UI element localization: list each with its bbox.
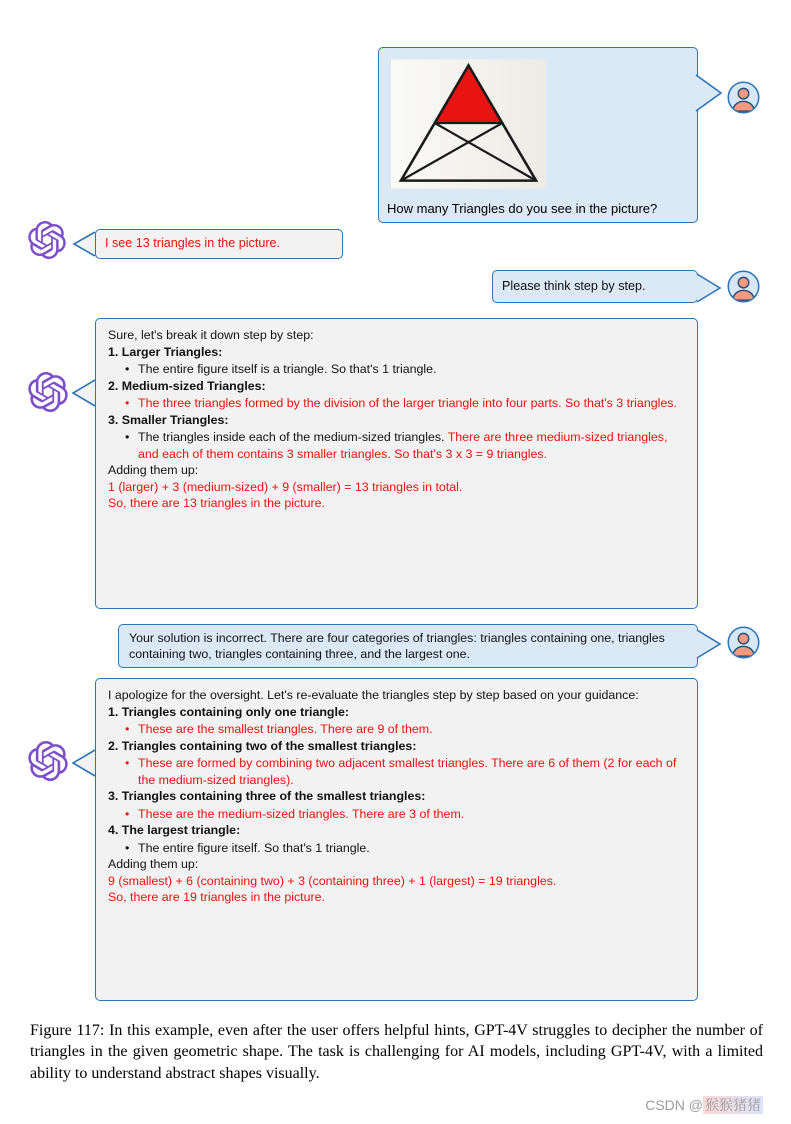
- watermark-prefix: CSDN @: [645, 1097, 703, 1113]
- bullet-icon: •: [125, 722, 130, 736]
- bullet-icon: •: [125, 840, 130, 855]
- bubble-tail: [71, 229, 97, 259]
- gpt-logo-icon: [28, 741, 68, 781]
- section-title: 3. Triangles containing three of the smallest triangles:: [108, 789, 426, 803]
- list-item: [108, 395, 685, 412]
- user-avatar-icon: [727, 626, 760, 659]
- list-item-text: [138, 429, 685, 462]
- list-item-text: The entire figure itself is a triangle. So that's 1 triangle.: [138, 362, 437, 376]
- user-message-correction: [118, 624, 698, 668]
- user-question-text: How many Triangles do you see in the picture?: [387, 201, 658, 216]
- section-title: 2. Triangles containing two of the smallest triangles:: [108, 738, 417, 753]
- gpt-message-step-by-step: [95, 318, 698, 609]
- user-avatar-icon: [727, 270, 760, 303]
- list-item: [108, 840, 685, 857]
- list-item-text-black: The triangles inside each of the medium-sized triangles.: [138, 430, 445, 444]
- section-title: 1. Triangles containing only one triangle:: [108, 704, 349, 719]
- conclusion: So, there are 13 triangles in the picture.: [108, 496, 325, 510]
- gpt-message-short-answer: [95, 229, 343, 259]
- conclusion: So, there are 19 triangles in the picture.: [108, 890, 325, 904]
- bubble-tail: [70, 747, 97, 779]
- gpt-intro: Sure, let's break it down step by step:: [108, 328, 314, 342]
- watermark-name: 猴猴猪猪: [705, 1097, 761, 1113]
- gpt-message-reevaluation: [95, 678, 698, 1001]
- watermark: [645, 1095, 763, 1115]
- list-item: [108, 361, 685, 378]
- bubble-tail: [695, 272, 723, 304]
- bubble-tail: [70, 377, 97, 409]
- bullet-icon: •: [125, 806, 130, 821]
- gpt-logo-icon: [28, 221, 66, 259]
- list-item-text: These are the smallest triangles. There are 9 of them.: [138, 722, 433, 736]
- list-item: [108, 806, 685, 823]
- list-item-text: These are formed by combining two adjacent smallest triangles. There are 6 of them (2 for each of the medium-sized triangles).: [138, 756, 677, 787]
- user-message-step-request: [492, 270, 698, 303]
- figure-caption: Figure 117: In this example, even after the user offers helpful hints, GPT-4V struggles to decipher the number of triangles in the given geometric shape. The task is challenging for AI models, including GPT-4V, with a limited ability to understand abstract shapes visually.: [30, 1022, 763, 1082]
- list-item-text: The three triangles formed by the division of the larger triangle into four parts. So that's 3 triangles.: [138, 396, 677, 410]
- bubble-tail: [694, 72, 724, 114]
- bubble-tail: [695, 628, 723, 660]
- triangle-figure-image: [391, 59, 546, 189]
- adding-label: Adding them up:: [108, 857, 199, 871]
- list-item: [108, 429, 685, 462]
- list-item: [108, 721, 685, 738]
- bullet-icon: •: [125, 396, 130, 410]
- adding-sum: 1 (larger) + 3 (medium-sized) + 9 (smaller) = 13 triangles in total.: [108, 479, 463, 494]
- gpt-intro: I apologize for the oversight. Let's re-evaluate the triangles step by step based on your guidance:: [108, 688, 639, 702]
- section-title: 4. The largest triangle:: [108, 823, 241, 837]
- user-message-question: [378, 47, 698, 223]
- section-title: 1. Larger Triangles:: [108, 344, 223, 359]
- section-title: 2. Medium-sized Triangles:: [108, 378, 266, 393]
- list-item: [108, 755, 685, 788]
- list-item-text-red: There are three medium-sized triangles, and each of them contains 3 smaller triangles. So that's 3 x 3 = 9 triangles.: [138, 430, 668, 461]
- user-text: Your solution is incorrect. There are four categories of triangles: triangles containing one, triangles containing two, triangles containing three, and the largest one.: [129, 631, 665, 661]
- bullet-icon: •: [125, 430, 130, 444]
- list-item-text: The entire figure itself. So that's 1 triangle.: [138, 840, 370, 855]
- user-text: Please think step by step.: [502, 279, 646, 293]
- section-title: 3. Smaller Triangles:: [108, 412, 229, 427]
- gpt-answer-text: I see 13 triangles in the picture.: [105, 236, 281, 250]
- adding-label: Adding them up:: [108, 463, 199, 477]
- bullet-icon: •: [125, 362, 130, 376]
- bullet-icon: •: [125, 756, 130, 770]
- user-avatar-icon: [727, 81, 760, 114]
- gpt-logo-icon: [28, 372, 68, 412]
- list-item-text: These are the medium-sized triangles. There are 3 of them.: [138, 806, 465, 821]
- adding-sum: 9 (smallest) + 6 (containing two) + 3 (containing three) + 1 (largest) = 19 triangles.: [108, 873, 557, 888]
